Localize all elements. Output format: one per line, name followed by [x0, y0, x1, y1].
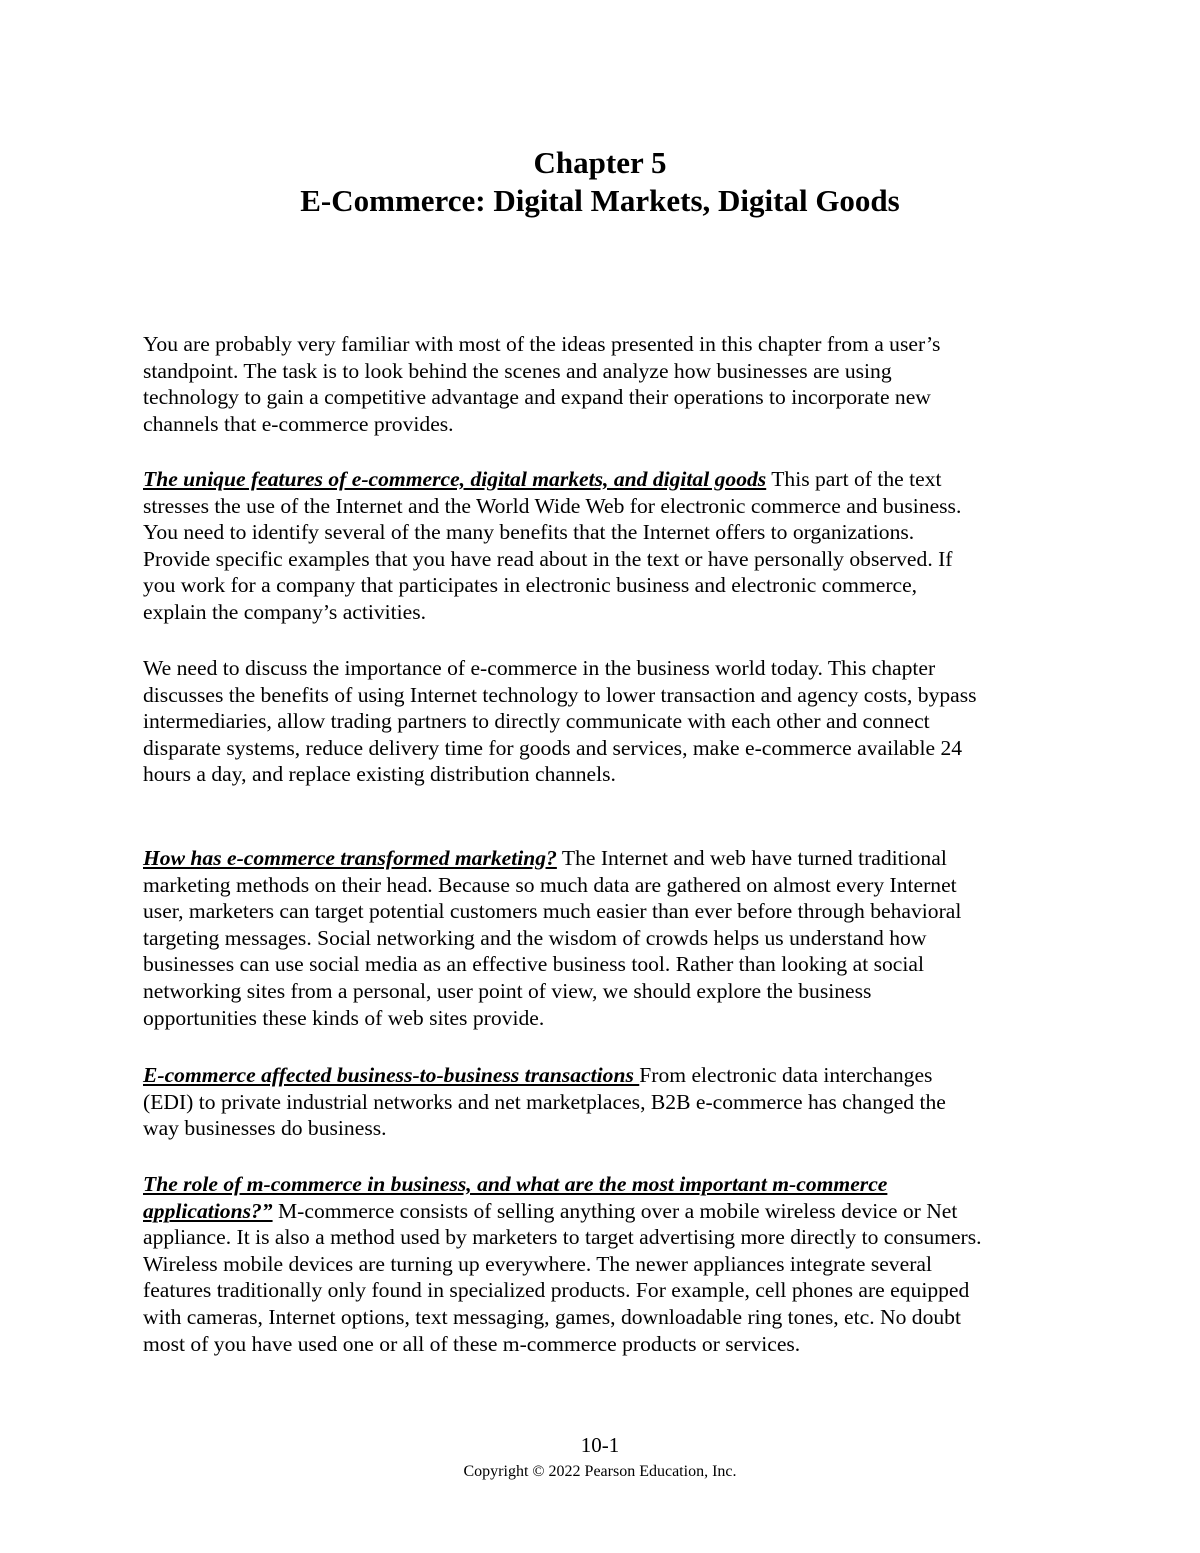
text-line: explain the company’s activities.	[143, 599, 427, 624]
text-line: stresses the use of the Internet and the World Wide Web for electronic commerce and business.	[143, 493, 962, 518]
text-line: networking sites from a personal, user point of view, we should explore the business	[143, 978, 872, 1003]
text-line	[143, 1062, 1073, 1089]
importance-paragraph	[143, 655, 1073, 788]
text-line: businesses can use social media as an effective business tool. Rather than looking at social	[143, 952, 924, 977]
text-line: intermediaries, allow trading partners to directly communicate with each other and connect	[143, 709, 930, 734]
text-fragment: The Internet and web have turned traditional	[556, 846, 947, 870]
text-line: appliance. It is also a method used by marketers to target advertising more directly to consumers.	[143, 1225, 982, 1250]
text-line: you work for a company that participates in electronic business and electronic commerce,	[143, 573, 918, 598]
section-marketing	[143, 845, 1073, 1031]
text-line	[143, 845, 1073, 872]
text-line: technology to gain a competitive advantage and expand their operations to incorporate new	[143, 385, 931, 410]
text-line: You need to identify several of the many benefits that the Internet offers to organizations.	[143, 520, 915, 545]
text-line	[143, 1198, 1073, 1225]
text-line: channels that e-commerce provides.	[143, 411, 454, 436]
text-line: standpoint. The task is to look behind the scenes and analyze how businesses are using	[143, 358, 892, 383]
text-line: (EDI) to private industrial networks and net marketplaces, B2B e-commerce has changed the	[143, 1089, 946, 1114]
section-heading-continued: applications?”	[143, 1198, 273, 1223]
text-line: opportunities these kinds of web sites provide.	[143, 1005, 545, 1030]
text-fragment: M-commerce consists of selling anything over a mobile wireless device or Net	[272, 1198, 958, 1223]
page-number: 10-1	[580, 1433, 620, 1457]
chapter-title-block	[0, 144, 1200, 220]
text-line: way businesses do business.	[143, 1116, 387, 1141]
section-unique-features	[143, 466, 1073, 626]
text-line: Wireless mobile devices are turning up everywhere. The newer appliances integrate several	[143, 1251, 932, 1276]
text-line: targeting messages. Social networking and the wisdom of crowds helps us understand how	[143, 925, 927, 950]
chapter-number: Chapter 5	[533, 145, 667, 180]
section-b2b	[143, 1062, 1073, 1142]
text-line	[143, 466, 1073, 493]
text-line: user, marketers can target potential customers much easier than ever before through behavioral	[143, 899, 962, 924]
text-line: most of you have used one or all of these m-commerce products or services.	[143, 1331, 801, 1356]
chapter-title: E-Commerce: Digital Markets, Digital Goods	[300, 183, 900, 218]
section-heading: E-commerce affected business-to-business transactions	[143, 1063, 640, 1087]
text-fragment: This part of the text	[766, 467, 942, 491]
section-heading: How has e-commerce transformed marketing?	[143, 846, 557, 870]
text-line: features traditionally only found in specialized products. For example, cell phones are equipped	[143, 1278, 970, 1303]
text-line: discusses the benefits of using Internet technology to lower transaction and agency costs, bypass	[143, 682, 977, 707]
text-fragment: From electronic data interchanges	[639, 1063, 933, 1087]
text-line: You are probably very familiar with most of the ideas presented in this chapter from a user’s	[143, 332, 941, 356]
text-line: hours a day, and replace existing distribution channels.	[143, 762, 616, 787]
section-m-commerce	[143, 1171, 1073, 1357]
text-line: Provide specific examples that you have read about in the text or have personally observed. If	[143, 546, 953, 571]
intro-paragraph	[143, 331, 1073, 437]
text-line: We need to discuss the importance of e-commerce in the business world today. This chapter	[143, 656, 936, 680]
text-line: marketing methods on their head. Because so much data are gathered on almost every Internet	[143, 872, 957, 897]
copyright-notice: Copyright © 2022 Pearson Education, Inc.	[463, 1463, 737, 1480]
section-heading: The role of m-commerce in business, and what are the most important m-commerce	[143, 1172, 888, 1196]
text-line: disparate systems, reduce delivery time for goods and services, make e-commerce available 24	[143, 735, 963, 760]
text-line	[143, 1171, 1073, 1198]
section-heading: The unique features of e-commerce, digital markets, and digital goods	[143, 467, 767, 491]
text-line: with cameras, Internet options, text messaging, games, downloadable ring tones, etc. No doubt	[143, 1304, 961, 1329]
